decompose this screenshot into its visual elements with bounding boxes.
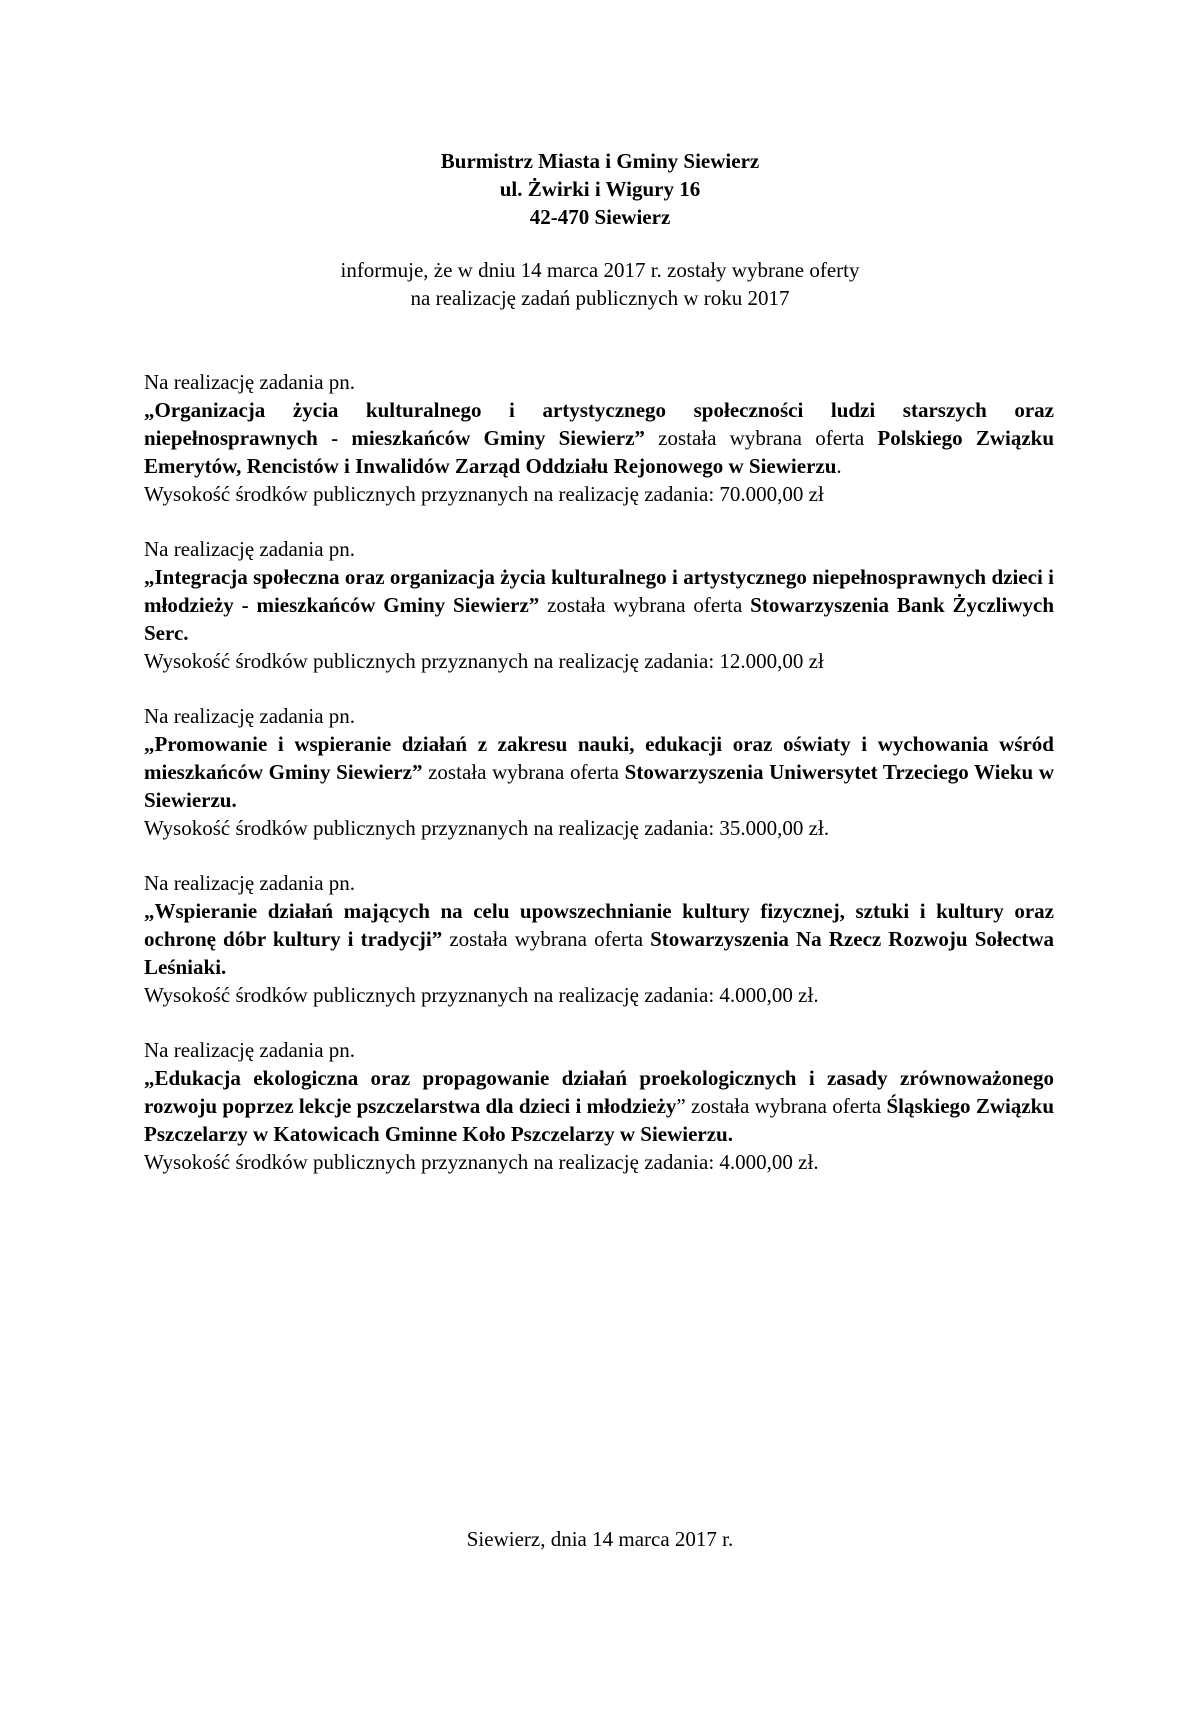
task-organization: Stowarzyszenia Na Rzecz Rozwoju Sołectwa Leśniaki.: [144, 927, 1055, 979]
task-organization: Śląskiego Związku Pszczelarzy w Katowicach Gminne Koło Pszczelarzy w Siewierzu.: [144, 1094, 1055, 1146]
task-amount: Wysokość środków publicznych przyznanych na realizację zadania: 35.000,00 zł.: [144, 816, 830, 840]
task-description: [144, 730, 1054, 814]
task-selected-text: została wybrana oferta: [644, 426, 878, 450]
task-amount: Wysokość środków publicznych przyznanych na realizację zadania: 12.000,00 zł: [144, 649, 824, 673]
issuer-header: [0, 147, 1200, 231]
task-organization: Polskiego Związku Emerytów, Rencistów i Inwalidów Zarząd Oddziału Rejonowego w Siewierzu: [144, 426, 1055, 478]
task-title: „Promowanie i wspieranie działań z zakresu nauki, edukacji oraz oświaty i wychowania wśród mieszkańców Gminy Siewierz”: [144, 732, 1054, 784]
task-title: „Edukacja ekologiczna oraz propagowanie działań proekologicznych i zasady zrównoważonego rozwoju poprzez lekcje pszczelarstwa dla dzieci i młodzieży: [144, 1066, 1054, 1118]
task-organization: Stowarzyszenia Uniwersytet Trzeciego Wieku w Siewierzu.: [144, 760, 1055, 812]
announcement-intro: [0, 256, 1200, 312]
task-amount: Wysokość środków publicznych przyznanych na realizację zadania: 70.000,00 zł: [144, 482, 824, 506]
task-description: [144, 1064, 1054, 1148]
task-intro: Na realizację zadania pn.: [144, 537, 356, 561]
task-title: „Wspieranie działań mających na celu upowszechnianie kultury fizycznej, sztuki i kultury oraz ochronę dóbr kultury i tradycji”: [144, 899, 1054, 951]
task-item: [144, 368, 1054, 508]
task-intro: Na realizację zadania pn.: [144, 370, 356, 394]
issuer-street: ul. Żwirki i Wigury 16: [499, 177, 701, 201]
task-description: [144, 563, 1054, 647]
task-title: „Organizacja życia kulturalnego i artystycznego społeczności ludzi starszych oraz niepełnosprawnych - mieszkańców Gminy Siewierz”: [144, 398, 1054, 450]
issuer-name: Burmistrz Miasta i Gminy Siewierz: [440, 149, 760, 173]
task-selected-text: została wybrana oferta: [539, 593, 751, 617]
intro-line-1: informuje, że w dniu 14 marca 2017 r. zostały wybrane oferty: [340, 258, 860, 282]
intro-line-2: na realizację zadań publicznych w roku 2017: [410, 286, 790, 310]
task-selected-text: została wybrana oferta: [422, 760, 625, 784]
task-selected-text: ” została wybrana oferta: [676, 1094, 887, 1118]
task-intro: Na realizację zadania pn.: [144, 1038, 356, 1062]
task-title: „Integracja społeczna oraz organizacja życia kulturalnego i artystycznego niepełnosprawnych dzieci i młodzieży - mieszkańców Gminy Siewierz”: [144, 565, 1054, 617]
issuer-city: 42-470 Siewierz: [529, 205, 671, 229]
task-organization: Stowarzyszenia Bank Życzliwych Serc.: [144, 593, 1054, 645]
task-intro: Na realizację zadania pn.: [144, 704, 356, 728]
task-item: [144, 1036, 1054, 1176]
task-description: [144, 897, 1054, 981]
task-amount: Wysokość środków publicznych przyznanych na realizację zadania: 4.000,00 zł.: [144, 1150, 819, 1174]
task-list: [144, 368, 1054, 1203]
task-selected-text: została wybrana oferta: [442, 927, 651, 951]
task-intro: Na realizację zadania pn.: [144, 871, 356, 895]
task-tail: .: [836, 454, 842, 478]
task-item: [144, 535, 1054, 675]
task-item: [144, 869, 1054, 1009]
task-amount: Wysokość środków publicznych przyznanych na realizację zadania: 4.000,00 zł.: [144, 983, 819, 1007]
place-and-date: Siewierz, dnia 14 marca 2017 r.: [466, 1527, 734, 1551]
task-item: [144, 702, 1054, 842]
task-description: [144, 396, 1054, 480]
